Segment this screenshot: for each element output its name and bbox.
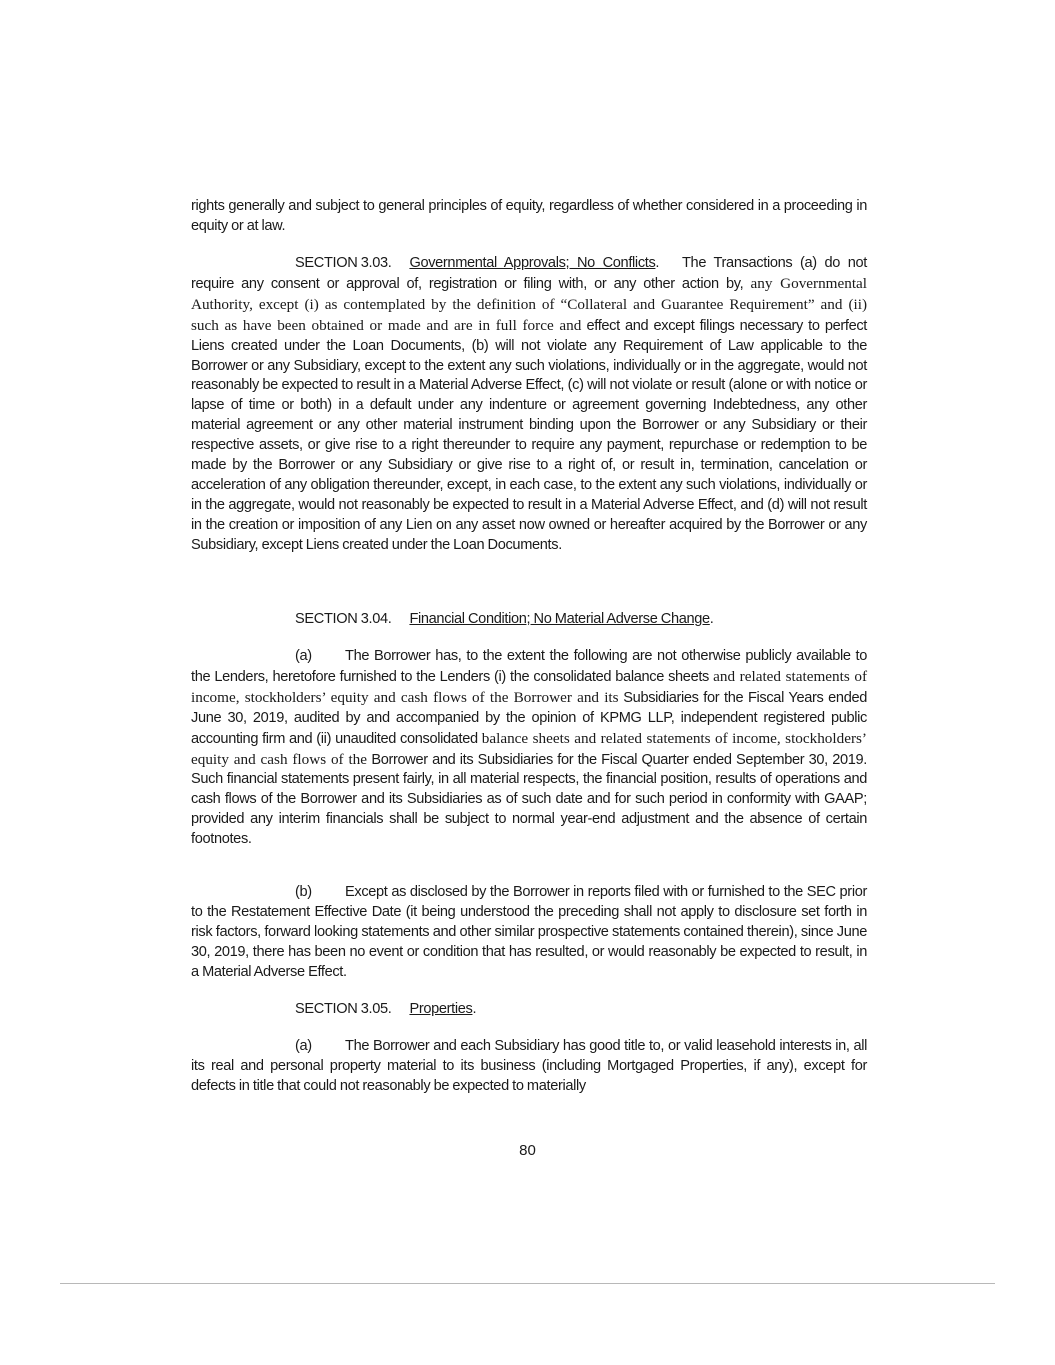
- paragraph-intro: [191, 197, 867, 237]
- section-number: SECTION 3.04.: [295, 611, 392, 627]
- section-body-continued: effect and except filings necessary to perfect Liens created under the Loan Documents, (b) will not violate any Requirement of Law applicable to the Borrower or any Subsidiary, except to the extent any such violations, individually or in the aggregate, would not reasonably be expected to result in a Material Adverse Effect, (c) will not violate or result (alone or with notice or lapse of time or both) in a default under any indenture or agreement governing Indebtedness, any other material agreement or any other material instrument binding upon the Borrower or any Subsidiary or their respective assets, or give rise to a right thereunder to require any payment, repurchase or redemption to be made by the Borrower or any Subsidiary or give rise to a right of, or result in, termination, cancelation or acceleration of any obligation thereunder, except, in each case, to the extent any such violations, individually or in the aggregate, would not reasonably be expected to result in a Material Adverse Effect, and (d) will not result in the creation or imposition of any Lien on any asset now owned or hereafter acquired by the Borrower or any Subsidiary, except Liens created under the Loan Documents.: [191, 317, 868, 553]
- section-heading: Governmental Approvals; No Conflicts: [409, 255, 656, 271]
- page-divider: [60, 1283, 995, 1284]
- page-number: 80: [519, 1142, 536, 1159]
- section-body-serif: any Governmental Authority, except (i) as contemplated by the definition of “Collateral and Guarantee Requirement” and (ii) such as have been obtained or made and are in full force and: [191, 274, 868, 334]
- clause-label: (a): [295, 648, 312, 664]
- clause-label: (a): [295, 1038, 312, 1054]
- section-3-04-a: (a) The Borrower has, to the extent the following are not otherwise publicly available to the Lenders, heretofore furnished to the Lenders (i) the consolidated balance sheets and related statements of income, stockholders’ equity and cash flows of the Borrower and its Subsidiaries for the Fiscal Years ended June 30, 2019, audited by and accompanied by the opinion of KPMG LLP, independent registered public accounting firm and (ii) unaudited consolidated balance sheets and related statements of income, stockholders’ equity and cash flows of the Borrower and its Subsidiaries for the Fiscal Quarter ended September 30, 2019. Such financial statements present fairly, in all material respects, the financial position, results of operations and cash flows of the Borrower and its Subsidiaries as of such date and for such period in conformity with GAAP; provided any interim financials shall be subject to normal year-end adjustment and the absence of certain footnotes.: [191, 648, 867, 848]
- section-3-03: SECTION 3.03. Governmental Approvals; No Conflicts. The Transactions (a) do not require any consent or approval of, registration or filing with, or any other action by, any Governmental Authority, except (i) as contemplated by the definition of “Collateral and Guarantee Requirement” and (ii) such as have been obtained or made and are in full force and effect and except filings necessary to perfect Liens created under the Loan Documents, (b) will not violate any Requirement of Law applicable to the Borrower or any Subsidiary, except to the extent any such violations, individually or in the aggregate, would not reasonably be expected to result in a Material Adverse Effect, (c) will not violate or result (alone or with notice or lapse of time or both) in a default under any indenture or agreement governing Indebtedness, any other material agreement or any other material instrument binding upon the Borrower or any Subsidiary or their respective assets, or give rise to a right thereunder to require any payment, repurchase or redemption to be made by the Borrower or any Subsidiary or give rise to a right of, or result in, termination, cancelation or acceleration of any obligation thereunder, except, in each case, to the extent any such violations, individually or in the aggregate, would not reasonably be expected to result in a Material Adverse Effect, and (d) will not result in the creation or imposition of any Lien on any asset now owned or hereafter acquired by the Borrower or any Subsidiary, except Liens created under the Loan Documents.: [191, 255, 868, 553]
- section-3-04-b: (b) Except as disclosed by the Borrower in reports filed with or furnished to the SEC prior to the Restatement Effective Date (it being understood the preceding shall not apply to disclosure set forth in risk factors, forward looking statements and other similar prospective statements contained therein), since June 30, 2019, there has been no event or condition that has resulted, or would reasonably be expected to result, in a Material Adverse Effect.: [191, 884, 867, 980]
- intro-text: rights generally and subject to general principles of equity, regardless of whether considered in a proceeding in equity or at law.: [191, 198, 867, 234]
- section-body: The Transactions (a) do not require any consent or approval of, registration or filing with, or any other action by,: [191, 255, 867, 292]
- section-heading: Properties: [409, 1001, 473, 1017]
- section-3-05-a: (a) The Borrower and each Subsidiary has good title to, or valid leasehold interests in, all its real and personal property material to its business (including Mortgaged Properties, if any), except for defects in title that could not reasonably be expected to materially: [191, 1038, 867, 1094]
- section-number: SECTION 3.05.: [295, 1001, 392, 1017]
- section-heading: Financial Condition; No Material Adverse Change: [409, 611, 710, 627]
- clause-label: (b): [295, 884, 312, 900]
- section-3-04-heading: SECTION 3.04. Financial Condition; No Material Adverse Change.: [191, 610, 867, 630]
- section-3-05-heading: SECTION 3.05. Properties.: [191, 1000, 867, 1020]
- section-number: SECTION 3.03.: [295, 255, 392, 271]
